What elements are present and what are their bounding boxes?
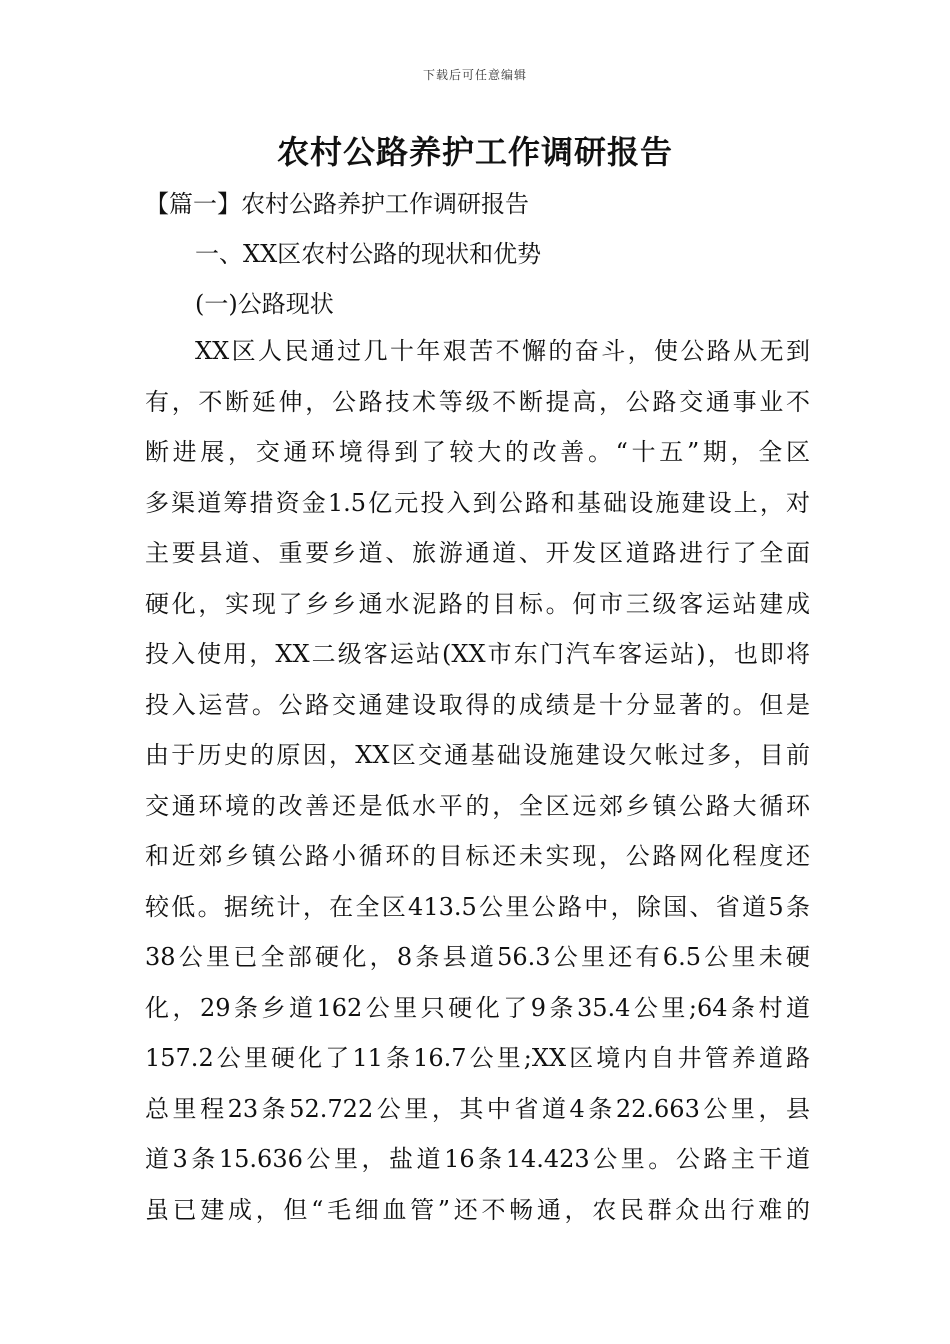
body-line: 总里程23条52.722公里，其中省道4条22.663公里，县 [145, 1094, 810, 1123]
body-line: XX区人民通过几十年艰苦不懈的奋斗，使公路从无到 [195, 337, 810, 365]
body-line: 道3条15.636公里，盐道16条14.423公里。公路主干道 [145, 1145, 810, 1173]
body-line: 投入运营。公路交通建设取得的成绩是十分显著的。但是 [145, 690, 810, 719]
header-note: 下载后可任意编辑 [422, 68, 527, 82]
body-line: 硬化，实现了乡乡通水泥路的目标。何市三级客运站建成 [145, 589, 810, 618]
body-line: 较低。据统计，在全区413.5公里公路中，除国、省道5条 [145, 892, 810, 921]
body-line: 断进展，交通环境得到了较大的改善。“十五”期，全区 [145, 438, 810, 466]
body-paragraph [145, 334, 810, 1243]
document-title: 农村公路养护工作调研报告 [276, 133, 673, 171]
body-line: 主要县道、重要乡道、旅游通道、开发区道路进行了全面 [145, 539, 810, 567]
body-line: 38公里已全部硬化，8条县道56.3公里还有6.5公里未硬 [145, 943, 810, 971]
heading-current-status-advantages: 一、XX区农村公路的现状和优势 [195, 240, 542, 268]
heading-road-status: (一)公路现状 [195, 290, 334, 318]
section-subtitle: 【篇一】农村公路养护工作调研报告 [145, 190, 529, 218]
body-line: 虽已建成，但“毛细血管”还不畅通，农民群众出行难的 [145, 1195, 810, 1224]
body-line: 多渠道筹措资金1.5亿元投入到公路和基础设施建设上，对 [145, 488, 810, 517]
body-line: 由于历史的原因，XX区交通基础设施建设欠帐过多，目前 [145, 741, 810, 769]
body-line: 有，不断延伸，公路技术等级不断提高，公路交通事业不 [145, 387, 810, 416]
body-line: 交通环境的改善还是低水平的，全区远郊乡镇公路大循环 [145, 791, 810, 820]
body-line: 157.2公里硬化了11条16.7公里;XX区境内自井管养道路 [145, 1044, 810, 1072]
body-line: 化，29条乡道162公里只硬化了9条35.4公里;64条村道 [145, 993, 810, 1022]
body-line: 和近郊乡镇公路小循环的目标还未实现，公路网化程度还 [145, 842, 810, 870]
body-line: 投入使用，XX二级客运站(XX市东门汽车客运站)，也即将 [145, 640, 810, 668]
